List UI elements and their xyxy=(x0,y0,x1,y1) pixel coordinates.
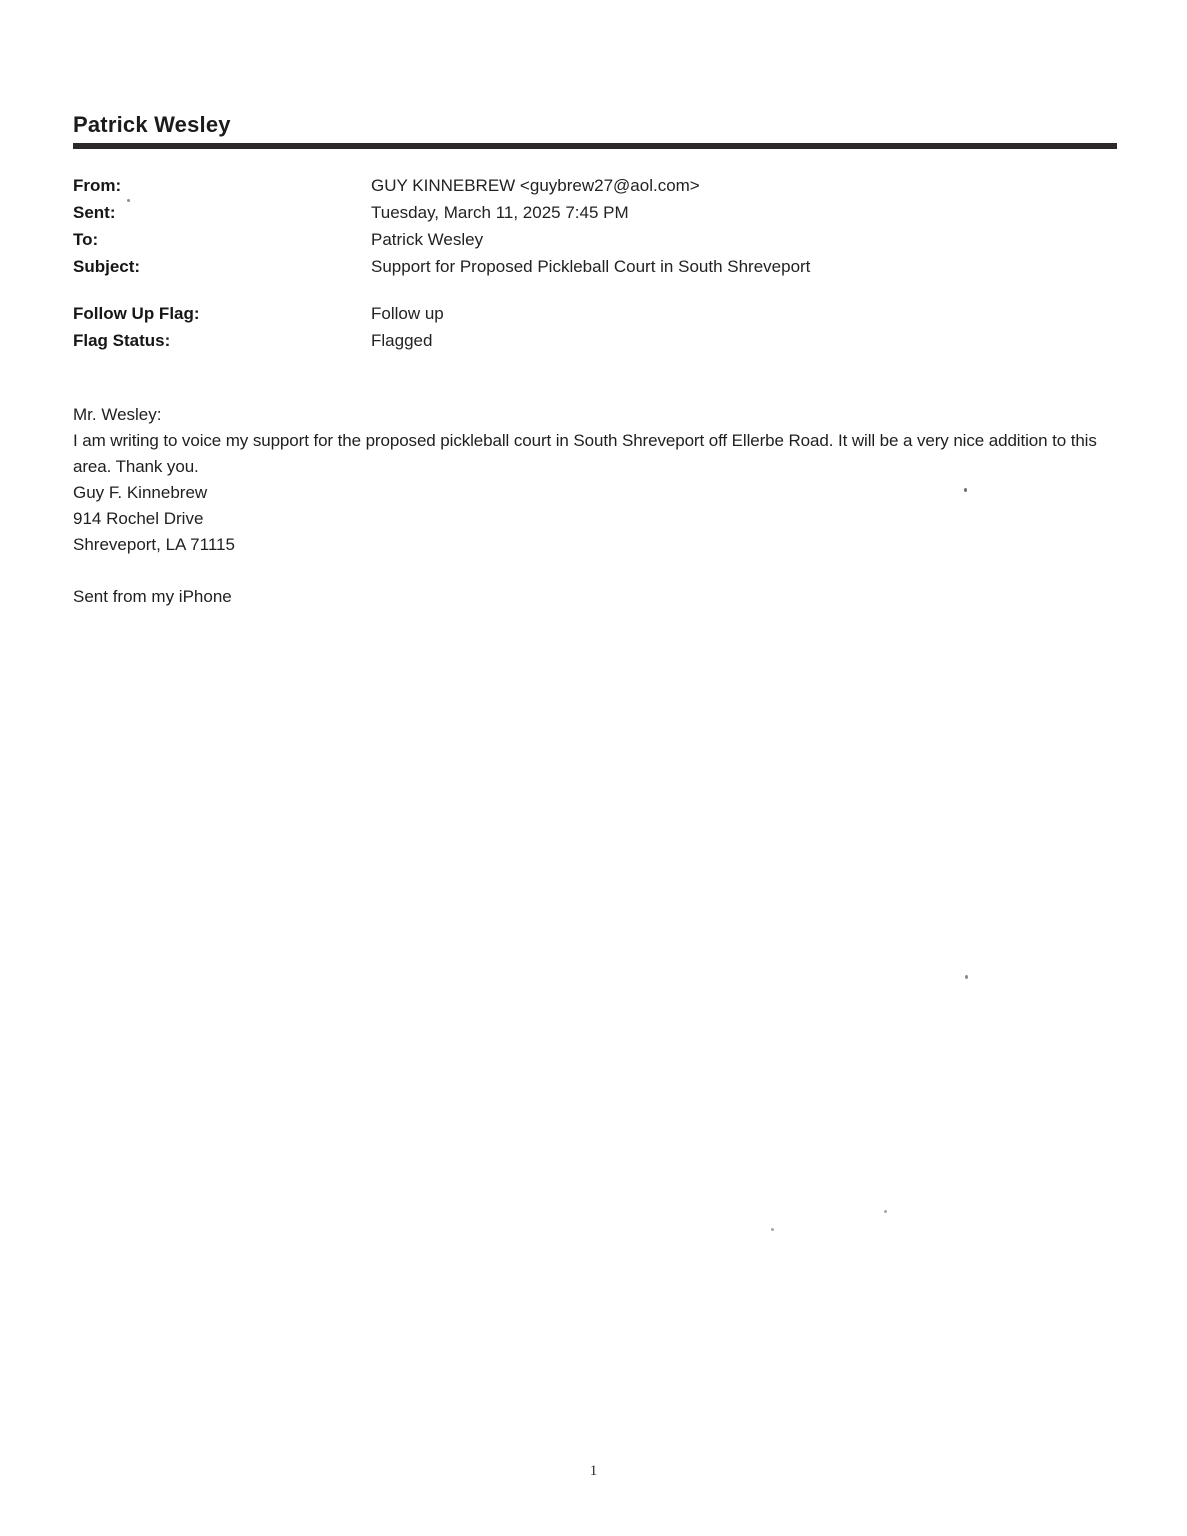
email-body-block xyxy=(73,402,1121,610)
email-meta-block xyxy=(73,172,1117,354)
scan-speck xyxy=(884,1210,887,1213)
signature-city: Shreveport, LA 71115 xyxy=(73,535,235,554)
meta-label-sent: Sent: xyxy=(73,203,116,222)
scan-speck xyxy=(771,1228,774,1231)
meta-label-subject: Subject: xyxy=(73,257,141,276)
meta-value-from: GUY KINNEBREW <guybrew27@aol.com> xyxy=(371,176,700,195)
meta-label-from: From: xyxy=(73,176,122,195)
recipient-name-heading: Patrick Wesley xyxy=(73,112,231,137)
meta-value-followup-flag: Follow up xyxy=(371,304,444,323)
meta-spacer xyxy=(73,280,1117,300)
header-divider-rule xyxy=(73,143,1117,149)
sent-from-line: Sent from my iPhone xyxy=(73,587,232,606)
meta-label-flag-status: Flag Status: xyxy=(73,331,171,350)
meta-value-subject: Support for Proposed Pickleball Court in South Shreveport xyxy=(371,257,811,276)
meta-row-sent xyxy=(73,199,1117,226)
meta-value-flag-status: Flagged xyxy=(371,331,433,350)
meta-row-followup-flag xyxy=(73,300,1117,327)
body-salutation: Mr. Wesley: xyxy=(73,405,162,424)
meta-value-to: Patrick Wesley xyxy=(371,230,484,249)
meta-row-subject xyxy=(73,253,1117,280)
meta-row-flag-status xyxy=(73,327,1117,354)
scan-speck xyxy=(964,488,967,492)
meta-row-to xyxy=(73,226,1117,253)
page-number: 1 xyxy=(589,1463,598,1479)
meta-row-from xyxy=(73,172,1117,199)
signature-street: 914 Rochel Drive xyxy=(73,509,204,528)
meta-value-sent: Tuesday, March 11, 2025 7:45 PM xyxy=(371,203,629,222)
scan-speck xyxy=(965,975,968,979)
body-paragraph: I am writing to voice my support for the proposed pickleball court in South Shreveport off Ellerbe Road. It will be a very nice addition to this area. Thank you. xyxy=(73,431,1097,476)
meta-label-to: To: xyxy=(73,230,99,249)
signature-name: Guy F. Kinnebrew xyxy=(73,483,208,502)
scan-speck xyxy=(127,199,130,202)
meta-label-followup-flag: Follow Up Flag: xyxy=(73,304,200,323)
